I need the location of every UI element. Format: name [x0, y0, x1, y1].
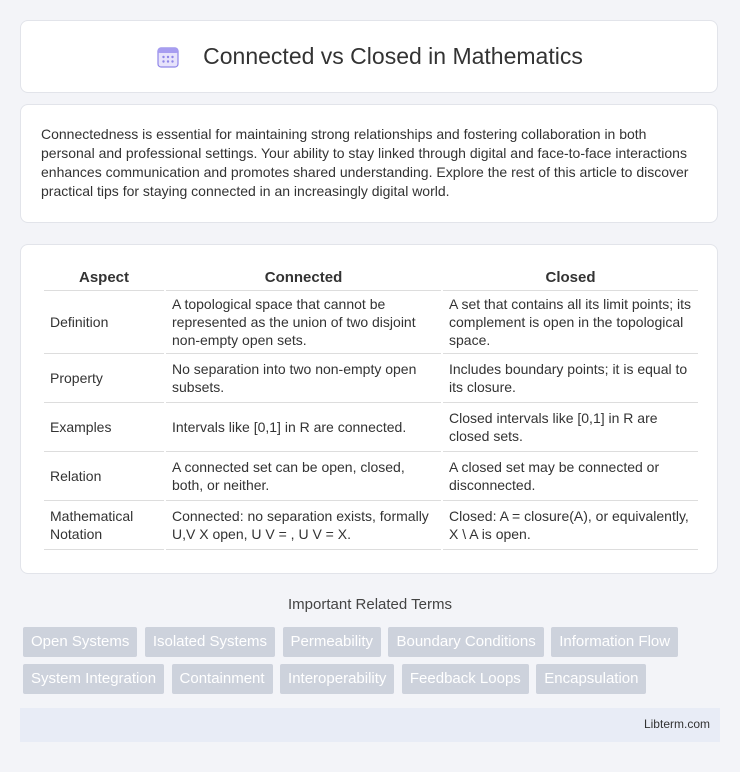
header-connected: Connected [166, 265, 441, 291]
calendar-icon [155, 44, 181, 70]
related-terms-list [23, 627, 723, 701]
comparison-table [42, 265, 700, 550]
tag-permeability[interactable]: Permeability [283, 627, 382, 657]
intro-card [20, 104, 718, 223]
related-terms-title: Important Related Terms [288, 596, 452, 613]
intro-paragraph: Connectedness is essential for maintaining strong relationships and fostering collaboration in both personal and professional settings. Your ability to stay linked through digital and face-to-face interactions enhances communication and promotes shared understanding. Explore the rest of this article to discover practical tips for staying connected in an increasingly digital world. [41, 126, 689, 199]
cell-closed: Includes boundary points; it is equal to its closure. [443, 354, 698, 403]
table-row [44, 354, 698, 403]
tag-containment[interactable]: Containment [172, 664, 273, 694]
tag-system-integration[interactable]: System Integration [23, 664, 164, 694]
cell-aspect: Property [44, 354, 164, 403]
cell-closed: Closed intervals like [0,1] in R are closed sets. [443, 403, 698, 452]
cell-closed: Closed: A = closure(A), or equivalently, X \ A is open. [443, 501, 698, 550]
cell-connected: A connected set can be open, closed, both, or neither. [166, 452, 441, 501]
cell-aspect: Mathematical Notation [44, 501, 164, 550]
cell-closed: A set that contains all its limit points; its complement is open in the topological space. [443, 291, 698, 354]
tag-encapsulation[interactable]: Encapsulation [536, 664, 646, 694]
footer [20, 708, 720, 742]
tag-information-flow[interactable]: Information Flow [551, 627, 678, 657]
title-card [20, 20, 718, 93]
cell-connected: Connected: no separation exists, formally U,V X open, U V = , U V = X. [166, 501, 441, 550]
page-title [155, 43, 583, 70]
tag-interoperability[interactable]: Interoperability [280, 664, 394, 694]
table-card [20, 244, 718, 574]
title-text: Connected vs Closed in Mathematics [203, 43, 583, 69]
table-row [44, 291, 698, 354]
table-row [44, 403, 698, 452]
cell-connected: No separation into two non-empty open subsets. [166, 354, 441, 403]
footer-site-link[interactable]: Libterm.com [643, 717, 710, 731]
tag-boundary-conditions[interactable]: Boundary Conditions [388, 627, 543, 657]
cell-aspect: Examples [44, 403, 164, 452]
table-header-row [44, 265, 698, 291]
cell-connected: Intervals like [0,1] in R are connected. [166, 403, 441, 452]
tag-isolated-systems[interactable]: Isolated Systems [145, 627, 275, 657]
header-closed: Closed [443, 265, 698, 291]
cell-closed: A closed set may be connected or disconnected. [443, 452, 698, 501]
cell-aspect: Definition [44, 291, 164, 354]
tag-feedback-loops[interactable]: Feedback Loops [402, 664, 529, 694]
table-row [44, 501, 698, 550]
cell-aspect: Relation [44, 452, 164, 501]
header-aspect: Aspect [44, 265, 164, 291]
tag-open-systems[interactable]: Open Systems [23, 627, 137, 657]
table-row [44, 452, 698, 501]
cell-connected: A topological space that cannot be represented as the union of two disjoint non-empty open sets. [166, 291, 441, 354]
